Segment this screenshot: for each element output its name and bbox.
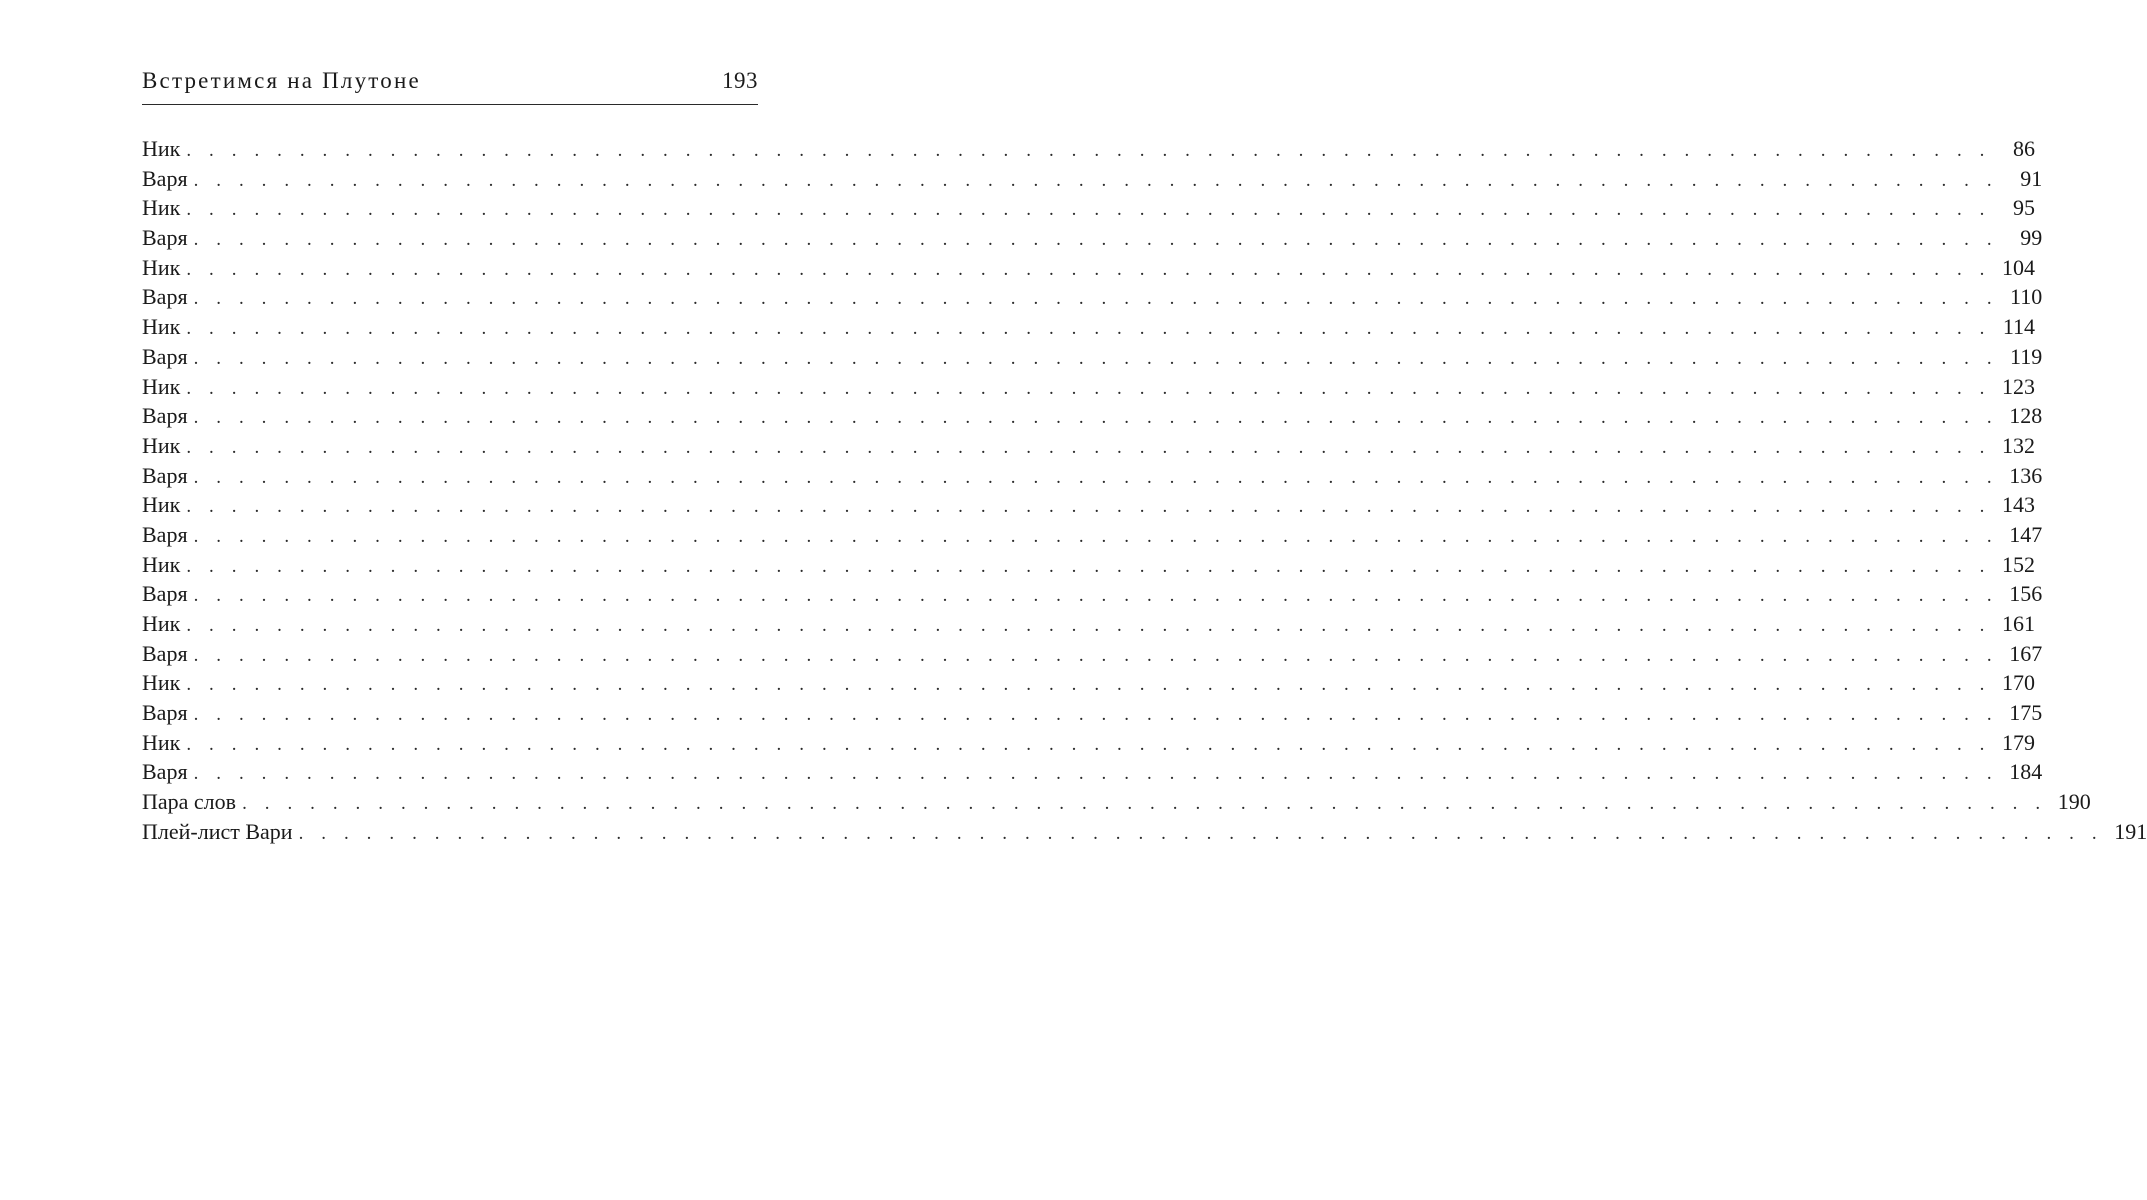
toc-entry-title: Варя [142,521,188,547]
book-title: Встретимся на Плутоне [142,68,421,93]
toc-entry [142,490,2036,520]
dot-leader: . . . . . . . . . . . . . . . . . . . . . . . . . . . . . . . . . . . . . . . . . . . . . . . . . . . . . . . . . . . . . . . . . . . . . . . . . . . . . . . . [186,733,1992,755]
toc-entry [142,312,2036,342]
toc-entry-page: 143 [2002,492,2036,518]
toc-entry-title: Варя [142,403,188,429]
toc-entry-page: 132 [2002,432,2036,458]
toc-entry-page: 191 [2114,818,2147,844]
dot-leader: . . . . . . . . . . . . . . . . . . . . . . . . . . . . . . . . . . . . . . . . . . . . . . . . . . . . . . . . . . . . . . . . . . . . . . . . . . . . . . . . [186,258,1992,280]
dot-leader: . . . . . . . . . . . . . . . . . . . . . . . . . . . . . . . . . . . . . . . . . . . . . . . . . . . . . . . . . . . . . . . . . . . . . . . . . . . . . . . . [186,199,1992,221]
toc-entry-page: 184 [2009,759,2043,785]
toc-entry-title: Ник [142,611,181,636]
toc-entry [142,668,2036,698]
toc-entry-title: Ник [142,195,181,221]
toc-entry-page: 128 [2009,403,2043,429]
dot-leader: . . . . . . . . . . . . . . . . . . . . . . . . . . . . . . . . . . . . . . . . . . . . . . . . . . . . . . . . . . . . . . . . . . . . . . . . . . . . . . . . [186,674,1992,696]
toc-entry-title: Ник [142,729,181,755]
toc-entry [142,639,2043,669]
toc-entry-title: Пара слов [142,789,237,815]
page-number: 193 [722,68,758,93]
toc-entry [142,372,2036,402]
dot-leader: . . . . . . . . . . . . . . . . . . . . . . . . . . . . . . . . . . . . . . . . . . . . . . . . . . . . . . . . . . . . . . . . . . . . . . . . . . . . . . . . [186,436,1992,458]
dot-leader: . . . . . . . . . . . . . . . . . . . . . . . . . . . . . . . . . . . . . . . . . . . . . . . . . . . . . . . . . . . . . . . . . . . . . . . . . . . . . . . . [193,585,1999,607]
header-rule [142,104,758,105]
toc-entry [142,757,2043,787]
toc-entry [142,223,2043,253]
dot-leader: . . . . . . . . . . . . . . . . . . . . . . . . . . . . . . . . . . . . . . . . . . . . . . . . . . . . . . . . . . . . . . . . . . . . . . . . . . . . . . . . [186,318,1992,340]
toc-entry-page: 123 [2002,373,2036,399]
running-head [142,68,758,102]
toc-entry [142,193,2036,223]
toc-entry [142,787,2091,817]
toc-entry-title: Варя [142,284,188,310]
dot-leader: . . . . . . . . . . . . . . . . . . . . . . . . . . . . . . . . . . . . . . . . . . . . . . . . . . . . . . . . . . . . . . . . . . . . . . . . . . . . . . . . [193,763,1999,785]
dot-leader: . . . . . . . . . . . . . . . . . . . . . . . . . . . . . . . . . . . . . . . . . . . . . . . . . . . . . . . . . . . . . . . . . . . . . . . . . . . . . . . . [186,140,1992,161]
toc-entry-title: Варя [142,759,188,785]
toc-entry [142,134,2036,164]
toc-entry-page: 175 [2009,700,2043,726]
toc-entry-title: Варя [142,165,188,191]
dot-leader: . . . . . . . . . . . . . . . . . . . . . . . . . . . . . . . . . . . . . . . . . . . . . . . . . . . . . . . . . . . . . . . . . . . . . . . . . . . . . . . . [193,407,1999,429]
dot-leader: . . . . . . . . . . . . . . . . . . . . . . . . . . . . . . . . . . . . . . . . . . . . . . . . . . . . . . . . . . . . . . . . . . . . . . . . . . . . . . . . [186,377,1992,399]
toc-entry [142,461,2043,491]
dot-leader: . . . . . . . . . . . . . . . . . . . . . . . . . . . . . . . . . . . . . . . . . . . . . . . . . . . . . . . . . . . . . . . . . . . . . . . . . . . . . . . . [193,169,1999,191]
toc-entry-page: 179 [2002,729,2036,755]
toc-entry [142,609,2036,639]
toc-entry [142,282,2043,312]
toc-entry-title: Ник [142,314,181,340]
dot-leader: . . . . . . . . . . . . . . . . . . . . . . . . . . . . . . . . . . . . . . . . . . . . . . . . . . . . . . . . . . . . . . . . . . . . . . . . . . . . . . . . [193,466,1999,488]
toc-entry-title: Варя [142,700,188,726]
toc-entry-title: Варя [142,225,188,251]
toc-entry [142,728,2036,758]
toc-entry [142,253,2036,283]
toc-entry-page: 156 [2009,581,2043,607]
toc-entry [142,550,2036,580]
toc-entry [142,431,2036,461]
toc-entry-title: Ник [142,136,181,161]
toc-entry-title: Ник [142,254,181,280]
dot-leader: . . . . . . . . . . . . . . . . . . . . . . . . . . . . . . . . . . . . . . . . . . . . . . . . . . . . . . . . . . . . . . . . . . . . . . . . . . . . . . . . [193,347,1999,369]
toc-entry-page: 147 [2009,521,2043,547]
toc-entry [142,401,2043,431]
toc-entry-title: Ник [142,670,181,696]
toc-entry [142,164,2043,194]
dot-leader: . . . . . . . . . . . . . . . . . . . . . . . . . . . . . . . . . . . . . . . . . . . . . . . . . . . . . . . . . . . . . . . . . . . . . . . . . . . . . . . . [186,555,1992,577]
toc-entry-page: 114 [2002,314,2036,340]
toc-entry-page: 104 [2002,254,2036,280]
toc-entry-title: Ник [142,492,181,518]
toc-entry [142,698,2043,728]
toc-entry-page: 167 [2009,640,2043,666]
dot-leader: . . . . . . . . . . . . . . . . . . . . . . . . . . . . . . . . . . . . . . . . . . . . . . . . . . . . . . . . . . . . . . . . . . . . . . . . . . . . . . . . [186,496,1992,518]
toc-entry-page: 190 [2057,789,2091,815]
toc-entry-title: Ник [142,432,181,458]
toc-entry-page: 95 [2013,195,2036,221]
dot-leader: . . . . . . . . . . . . . . . . . . . . . . . . . . . . . . . . . . . . . . . . . . . . . . . . . . . . . . . . . . . . . . . . . . . . . . . . . . . . . . . . [242,793,2047,815]
toc-entry-page: 119 [2010,343,2043,369]
dot-leader: . . . . . . . . . . . . . . . . . . . . . . . . . . . . . . . . . . . . . . . . . . . . . . . . . . . . . . . . . . . . . . . . . . . . . . . . . . . . . . . . [193,229,1999,251]
toc-entry-title: Варя [142,581,188,607]
toc-entry-title: Ник [142,551,181,577]
dot-leader: . . . . . . . . . . . . . . . . . . . . . . . . . . . . . . . . . . . . . . . . . . . . . . . . . . . . . . . . . . . . . . . . . . . . . . . . . . . . . . . . [193,644,1999,666]
toc-entry-page: 170 [2002,670,2036,696]
toc-entry-page: 86 [2013,136,2036,161]
dot-leader: . . . . . . . . . . . . . . . . . . . . . . . . . . . . . . . . . . . . . . . . . . . . . . . . . . . . . . . . . . . . . . . . . . . . . . . . . . . . . . . . [193,288,1999,310]
toc-entry-page: 152 [2002,551,2036,577]
toc-entry-title: Ник [142,373,181,399]
toc-entry-title: Варя [142,343,188,369]
dot-leader: . . . . . . . . . . . . . . . . . . . . . . . . . . . . . . . . . . . . . . . . . . . . . . . . . . . . . . . . . . . . . . . . . . . . . . . . . . . . . . . . [298,822,2104,844]
toc-entry-title: Варя [142,462,188,488]
toc-entry-page: 136 [2009,462,2043,488]
toc-entry [142,817,2147,847]
toc-entry [142,579,2043,609]
toc-entry-page: 91 [2020,165,2043,191]
toc-entry-page: 110 [2010,284,2043,310]
table-of-contents [142,134,2147,847]
dot-leader: . . . . . . . . . . . . . . . . . . . . . . . . . . . . . . . . . . . . . . . . . . . . . . . . . . . . . . . . . . . . . . . . . . . . . . . . . . . . . . . . [193,704,1999,726]
toc-entry-title: Варя [142,640,188,666]
toc-entry-page: 99 [2020,225,2043,251]
toc-entry-page: 161 [2002,611,2036,636]
toc-entry-title: Плей-лист Вари [142,818,293,844]
toc-entry [142,520,2043,550]
dot-leader: . . . . . . . . . . . . . . . . . . . . . . . . . . . . . . . . . . . . . . . . . . . . . . . . . . . . . . . . . . . . . . . . . . . . . . . . . . . . . . . . [186,615,1992,636]
toc-entry [142,342,2043,372]
dot-leader: . . . . . . . . . . . . . . . . . . . . . . . . . . . . . . . . . . . . . . . . . . . . . . . . . . . . . . . . . . . . . . . . . . . . . . . . . . . . . . . . [193,525,1999,547]
